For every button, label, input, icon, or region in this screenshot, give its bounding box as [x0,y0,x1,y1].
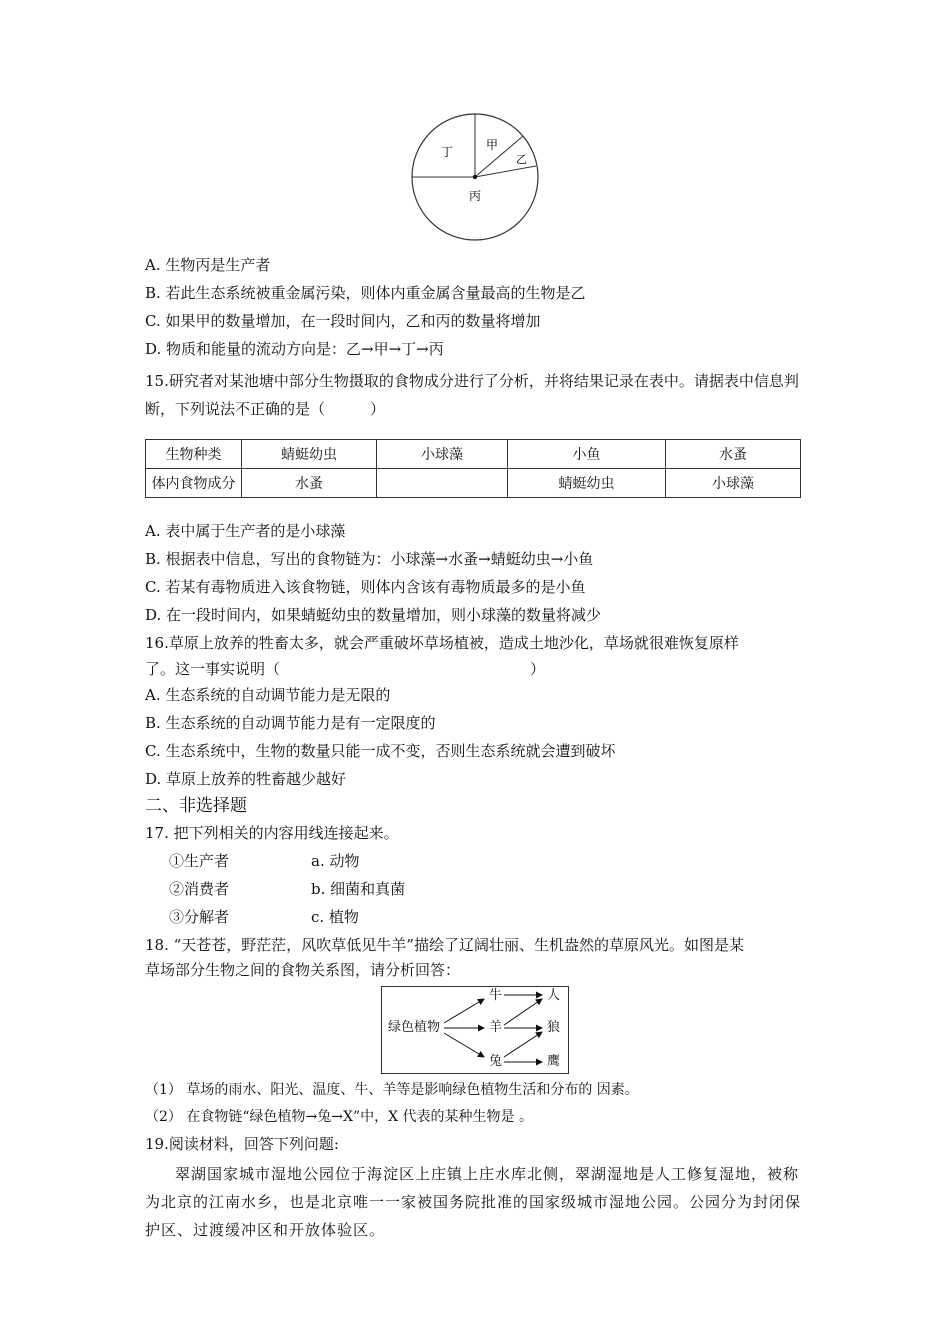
node-rabbit: 兔 [489,1054,503,1069]
q17-left-item: ③分解者 [169,908,230,926]
node-green-plants: 绿色植物 [388,1020,441,1035]
node-eagle: 鹰 [547,1054,561,1069]
q16-stem-line2: 了。这一事实说明（ [145,660,281,678]
pie-divider-right [475,166,536,177]
q18-sub2: （2） 在食物链“绿色植物→兔→X”中，X 代表的某种生物是 。 [145,1109,533,1125]
q18-stem-line2: 草场部分生物之间的食物关系图，请分析回答： [145,961,461,979]
q19-stem: 19.阅读材料，回答下列问题: [145,1135,339,1153]
q16-option-b: B. 生态系统的自动调节能力是有一定限度的 [145,714,436,732]
q19-passage [145,1160,809,1244]
q14-option-a: A. 生物丙是生产者 [145,256,271,274]
q15-option-c: C. 若某有毒物质进入该食物链，则体内含该有毒物质最多的是小鱼 [145,578,586,596]
q18-stem-line1: 18. “天苍苍，野茫茫，风吹草低见牛羊”描绘了辽阔壮丽、生机盎然的草原风光。如图是某 [145,936,744,954]
pie-label-yi: 乙 [516,153,527,166]
table-row [146,469,801,498]
table-cell: 水蚤 [666,440,801,469]
table-cell [377,469,508,498]
q16-stem-close: ） [530,660,546,678]
q16-option-a: A. 生态系统的自动调节能力是无限的 [145,686,391,704]
food-web-diagram [381,986,569,1074]
pie-center-dot [473,175,477,179]
q18-sub1: （1） 草场的雨水、阳光、温度、牛、羊等是影响绿色植物生活和分布的 因素。 [145,1082,639,1098]
q15-stem: 15.研究者对某池塘中部分生物摄取的食物成分进行了分析，并将结果记录在表中。请据表中信息判断，下列说法不正确的是（ ） [145,372,799,418]
q15-option-d: D. 在一段时间内，如果蜻蜓幼虫的数量增加，则小球藻的数量将减少 [145,606,602,624]
q14-option-b: B. 若此生态系统被重金属污染，则体内重金属含量最高的生物是乙 [145,284,586,302]
q17-left-item: ①生产者 [169,852,230,870]
q16-option-c: C. 生态系统中，生物的数量只能一成不变，否则生态系统就会遭到破坏 [145,742,616,760]
q17-right-item: b. 细菌和真菌 [311,880,406,898]
q17-right-item: a. 动物 [311,852,360,870]
q14-option-c: C. 如果甲的数量增加，在一段时间内，乙和丙的数量将增加 [145,312,541,330]
table-cell: 小鱼 [508,440,666,469]
pie-label-jia: 甲 [486,138,499,152]
q16-stem-line1: 16.草原上放养的牲畜太多，就会严重破坏草场植被，造成土地沙化，草场就很难恢复原样 [145,634,739,652]
arrow-rabbit-wolf [504,1032,542,1057]
q17-stem: 17. 把下列相关的内容用线连接起来。 [145,824,399,842]
table-cell: 小球藻 [666,469,801,498]
node-wolf: 狼 [547,1020,561,1035]
section-title: 二、非选择题 [145,796,247,816]
table-cell: 蜻蜓幼虫 [508,469,666,498]
q14-option-d: D. 物质和能量的流动方向是：乙→甲→丁→丙 [145,340,444,358]
node-human: 人 [547,988,561,1003]
q15-food-table [145,439,801,498]
table-cell: 小球藻 [377,440,508,469]
q19-passage-text: 翠湖国家城市湿地公园位于海淀区上庄镇上庄水库北侧，翠湖湿地是人工修复湿地，被称为北京的江南水乡，也是北京唯一一家被国务院批准的国家级城市湿地公园。公园分为封闭保护区、过渡缓冲区和开放体验区。 [145,1165,802,1239]
q16-option-d: D. 草原上放养的牲畜越少越好 [145,770,347,788]
table-cell: 水蚤 [242,469,377,498]
pie-diagram [410,112,540,242]
pie-label-ding: 丁 [441,145,454,159]
q17-right-item: c. 植物 [311,908,359,926]
node-cow: 牛 [489,988,503,1003]
table-cell: 生物种类 [146,440,242,469]
q15-option-b: B. 根据表中信息，写出的食物链为：小球藻→水蚤→蜻蜓幼虫→小鱼 [145,550,594,568]
table-cell: 蜻蜓幼虫 [242,440,377,469]
q15-option-a: A. 表中属于生产者的是小球藻 [145,522,346,540]
arrow-sheep-human [504,999,542,1025]
q17-left-item: ②消费者 [169,880,230,898]
table-cell: 体内食物成分 [146,469,242,498]
table-row [146,440,801,469]
arrow-plants-rabbit [444,1033,484,1057]
node-sheep: 羊 [489,1020,503,1035]
arrow-plants-cow [444,999,484,1023]
pie-label-bing: 丙 [469,189,482,203]
